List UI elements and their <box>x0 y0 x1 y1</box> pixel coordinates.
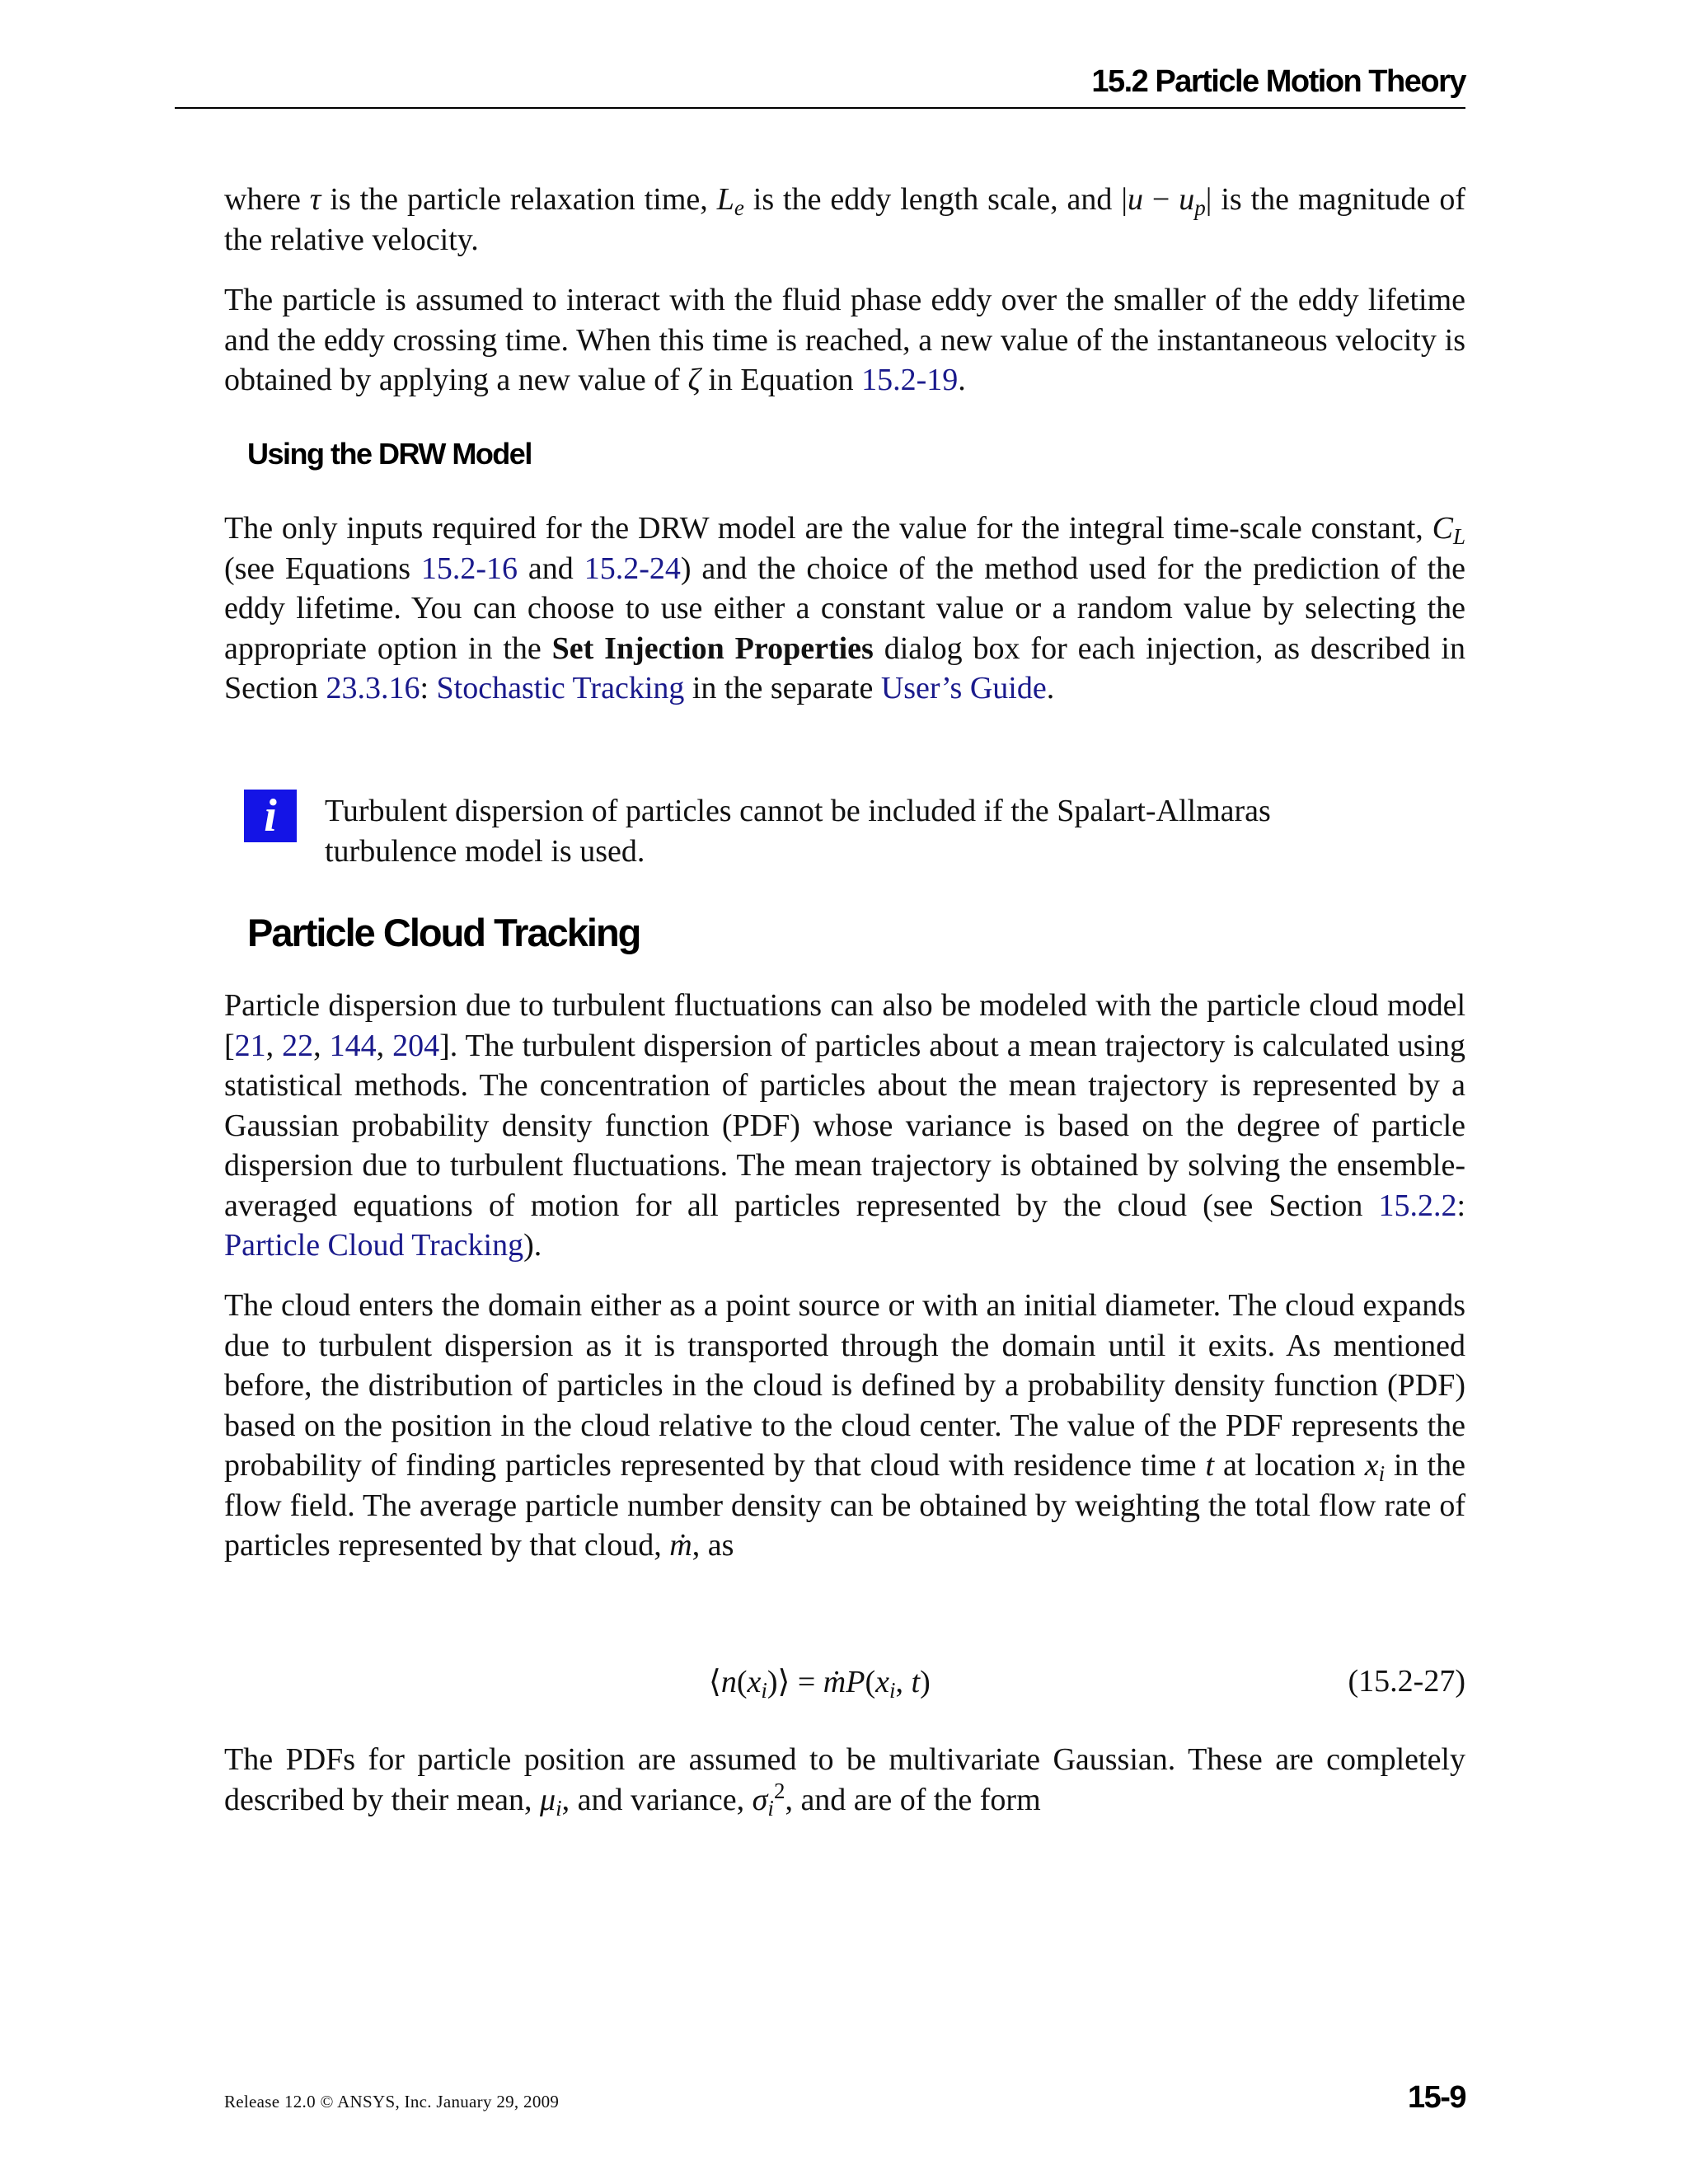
math-mdot: ṁ <box>669 1528 692 1563</box>
math-operator: − <box>1142 182 1179 217</box>
info-note-text: Turbulent dispersion of particles cannot be included if the Spalart-Allmaras turbulence model is used. <box>325 794 1271 869</box>
math-mu <box>540 1782 562 1821</box>
text-run: , <box>313 1028 330 1063</box>
text-run: in the separate <box>684 671 881 705</box>
section-link-stochastic-tracking[interactable]: Stochastic Tracking <box>436 671 685 705</box>
math-superscript: 2 <box>773 1778 785 1803</box>
math-symbol: ṁP <box>823 1665 865 1699</box>
text-run: , <box>376 1028 393 1063</box>
equation-link-15-2-16[interactable]: 15.2-16 <box>420 551 518 586</box>
text-run: is the eddy length scale, and | <box>743 182 1128 217</box>
paragraph-relaxation-time <box>224 180 1465 260</box>
text-run: in Equation <box>700 363 862 397</box>
math-paren: ) <box>920 1665 931 1699</box>
text-run: , <box>265 1028 283 1063</box>
math-symbol: x <box>747 1665 762 1699</box>
math-subscript: i <box>767 1795 774 1821</box>
text-run: in the flow field. The average particle number density can be obtained by weighting the total flow rate of particles represented by that cloud, <box>224 1448 1465 1563</box>
paragraph-cloud-model <box>224 986 1465 1266</box>
text-run: (see Equations <box>224 551 421 586</box>
math-subscript: i <box>1378 1461 1386 1486</box>
math-symbol: n <box>720 1665 737 1699</box>
math-symbol: x <box>875 1665 889 1699</box>
text-run: at location <box>1214 1448 1365 1483</box>
text-run: dialog box for each injection, as described in Section <box>224 630 1465 705</box>
paragraph-multivariate-gaussian <box>224 1740 1465 1820</box>
math-subscript: i <box>761 1678 767 1703</box>
paragraph-drw-inputs <box>224 509 1465 709</box>
math-symbol: L <box>716 182 734 217</box>
text-run: The cloud enters the domain either as a point source or with an initial diameter. The cloud expands due to turbulent dispersion as it is transported through the domain until it exits. As mentioned before, the distribution of particles in the cloud is defined by a probability density function (PDF) based on the position in the cloud relative to the cloud center. The value of the PDF represents the probability of finding particles represented by that cloud with residence time <box>224 1288 1465 1483</box>
math-paren: ) <box>767 1665 778 1699</box>
math-operator: , <box>895 1665 912 1699</box>
text-run: The particle is assumed to interact with the fluid phase eddy over the smaller of the eddy lifetime and the eddy crossing time. When this time is reached, a new value of the instantaneous velocity is obtained by applying a new value of <box>224 283 1465 397</box>
page-number: 15-9 <box>1407 2080 1465 2115</box>
text-run: is the particle relaxation time, <box>321 182 717 217</box>
users-guide-link[interactable]: User’s Guide <box>880 671 1047 705</box>
equation-15-2-27 <box>709 1663 931 1703</box>
header-section-title: 15.2 Particle Motion Theory <box>1091 64 1465 99</box>
info-icon-glyph: i <box>264 790 277 841</box>
math-paren: ( <box>865 1665 876 1699</box>
math-paren: ( <box>736 1665 748 1699</box>
math-CL <box>1432 511 1465 549</box>
section-link-15-2-2[interactable]: 15.2.2 <box>1378 1188 1457 1223</box>
math-sigma <box>752 1778 785 1821</box>
section-link-particle-cloud-tracking[interactable]: Particle Cloud Tracking <box>224 1228 524 1263</box>
text-run: The PDFs for particle position are assumed to be multivariate Gaussian. These are completely described by their mean, <box>224 1742 1465 1817</box>
text-run: and <box>518 551 584 586</box>
math-symbol: μ <box>540 1782 556 1817</box>
math-subscript: e <box>734 195 744 220</box>
text-run: , and are of the form <box>785 1782 1041 1817</box>
text-run: ). <box>523 1228 542 1263</box>
citation-link-144[interactable]: 144 <box>329 1028 377 1063</box>
math-bracket: ⟩ <box>777 1665 790 1699</box>
text-run: . <box>1046 671 1055 705</box>
equation-link-15-2-24[interactable]: 15.2-24 <box>584 551 681 586</box>
text-run: ) and the choice of the method used for the prediction of the eddy lifetime. You can choose to use either a constant value or a random value by selecting the appropriate option in the <box>224 551 1466 666</box>
math-zeta: ζ <box>687 363 701 397</box>
text-run: : <box>420 671 437 705</box>
text-run: Particle dispersion due to turbulent fluctuations can also be modeled with the particle cloud model [ <box>224 988 1465 1063</box>
math-Le <box>716 182 744 220</box>
math-symbol: t <box>911 1665 921 1699</box>
section-heading-particle-cloud-tracking: Particle Cloud Tracking <box>247 911 640 954</box>
math-subscript: i <box>556 1795 562 1821</box>
subsection-heading-drw: Using the DRW Model <box>247 437 532 471</box>
math-symbol: u <box>1179 182 1195 217</box>
section-link-23-3-16[interactable]: 23.3.16 <box>326 671 420 705</box>
text-run: : <box>1456 1188 1465 1223</box>
math-symbol: σ <box>752 1782 768 1817</box>
math-bracket: ⟨ <box>709 1665 721 1699</box>
text-run: . <box>958 363 966 397</box>
info-icon <box>244 790 297 842</box>
text-run: where <box>224 182 310 217</box>
citation-link-204[interactable]: 204 <box>392 1028 440 1063</box>
footer-release: Release 12.0 © ANSYS, Inc. January 29, 2009 <box>224 2092 560 2111</box>
math-symbol: C <box>1432 511 1453 546</box>
math-subscript: p <box>1194 195 1206 220</box>
math-t: t <box>1205 1448 1215 1483</box>
paragraph-eddy-interaction <box>224 280 1465 401</box>
text-run: , and variance, <box>561 1782 753 1817</box>
citation-link-21[interactable]: 21 <box>234 1028 266 1063</box>
paragraph-cloud-pdf <box>224 1286 1465 1566</box>
math-subscript: i <box>889 1678 896 1703</box>
equation-link-15-2-19[interactable]: 15.2-19 <box>861 363 959 397</box>
math-operator: = <box>790 1665 823 1699</box>
dialog-name-set-injection-properties: Set Injection Properties <box>551 630 874 666</box>
text-run: , as <box>692 1528 734 1563</box>
math-symbol: x <box>1364 1448 1379 1483</box>
citation-link-22[interactable]: 22 <box>282 1028 314 1063</box>
math-tau: τ <box>309 182 321 217</box>
running-header <box>175 58 1465 109</box>
text-run: | is the magnitude of the relative velocity. <box>224 182 1465 257</box>
math-u: u <box>1127 182 1143 217</box>
math-up <box>1179 182 1206 220</box>
text-run: The only inputs required for the DRW model are the value for the integral time-scale constant, <box>224 511 1432 546</box>
math-subscript: L <box>1452 524 1465 549</box>
text-run: ]. The turbulent dispersion of particles about a mean trajectory is calculated using statistical methods. The concentration of particles about the mean trajectory is represented by a Gaussian probability density function (PDF) whose variance is based on the degree of particle dispersion due to turbulent fluctuations. The mean trajectory is obtained by solving the ensemble-averaged equations of motion for all particles represented by the cloud (see Section <box>224 1028 1466 1223</box>
equation-number: (15.2-27) <box>1348 1664 1465 1699</box>
math-xi <box>1364 1448 1386 1486</box>
